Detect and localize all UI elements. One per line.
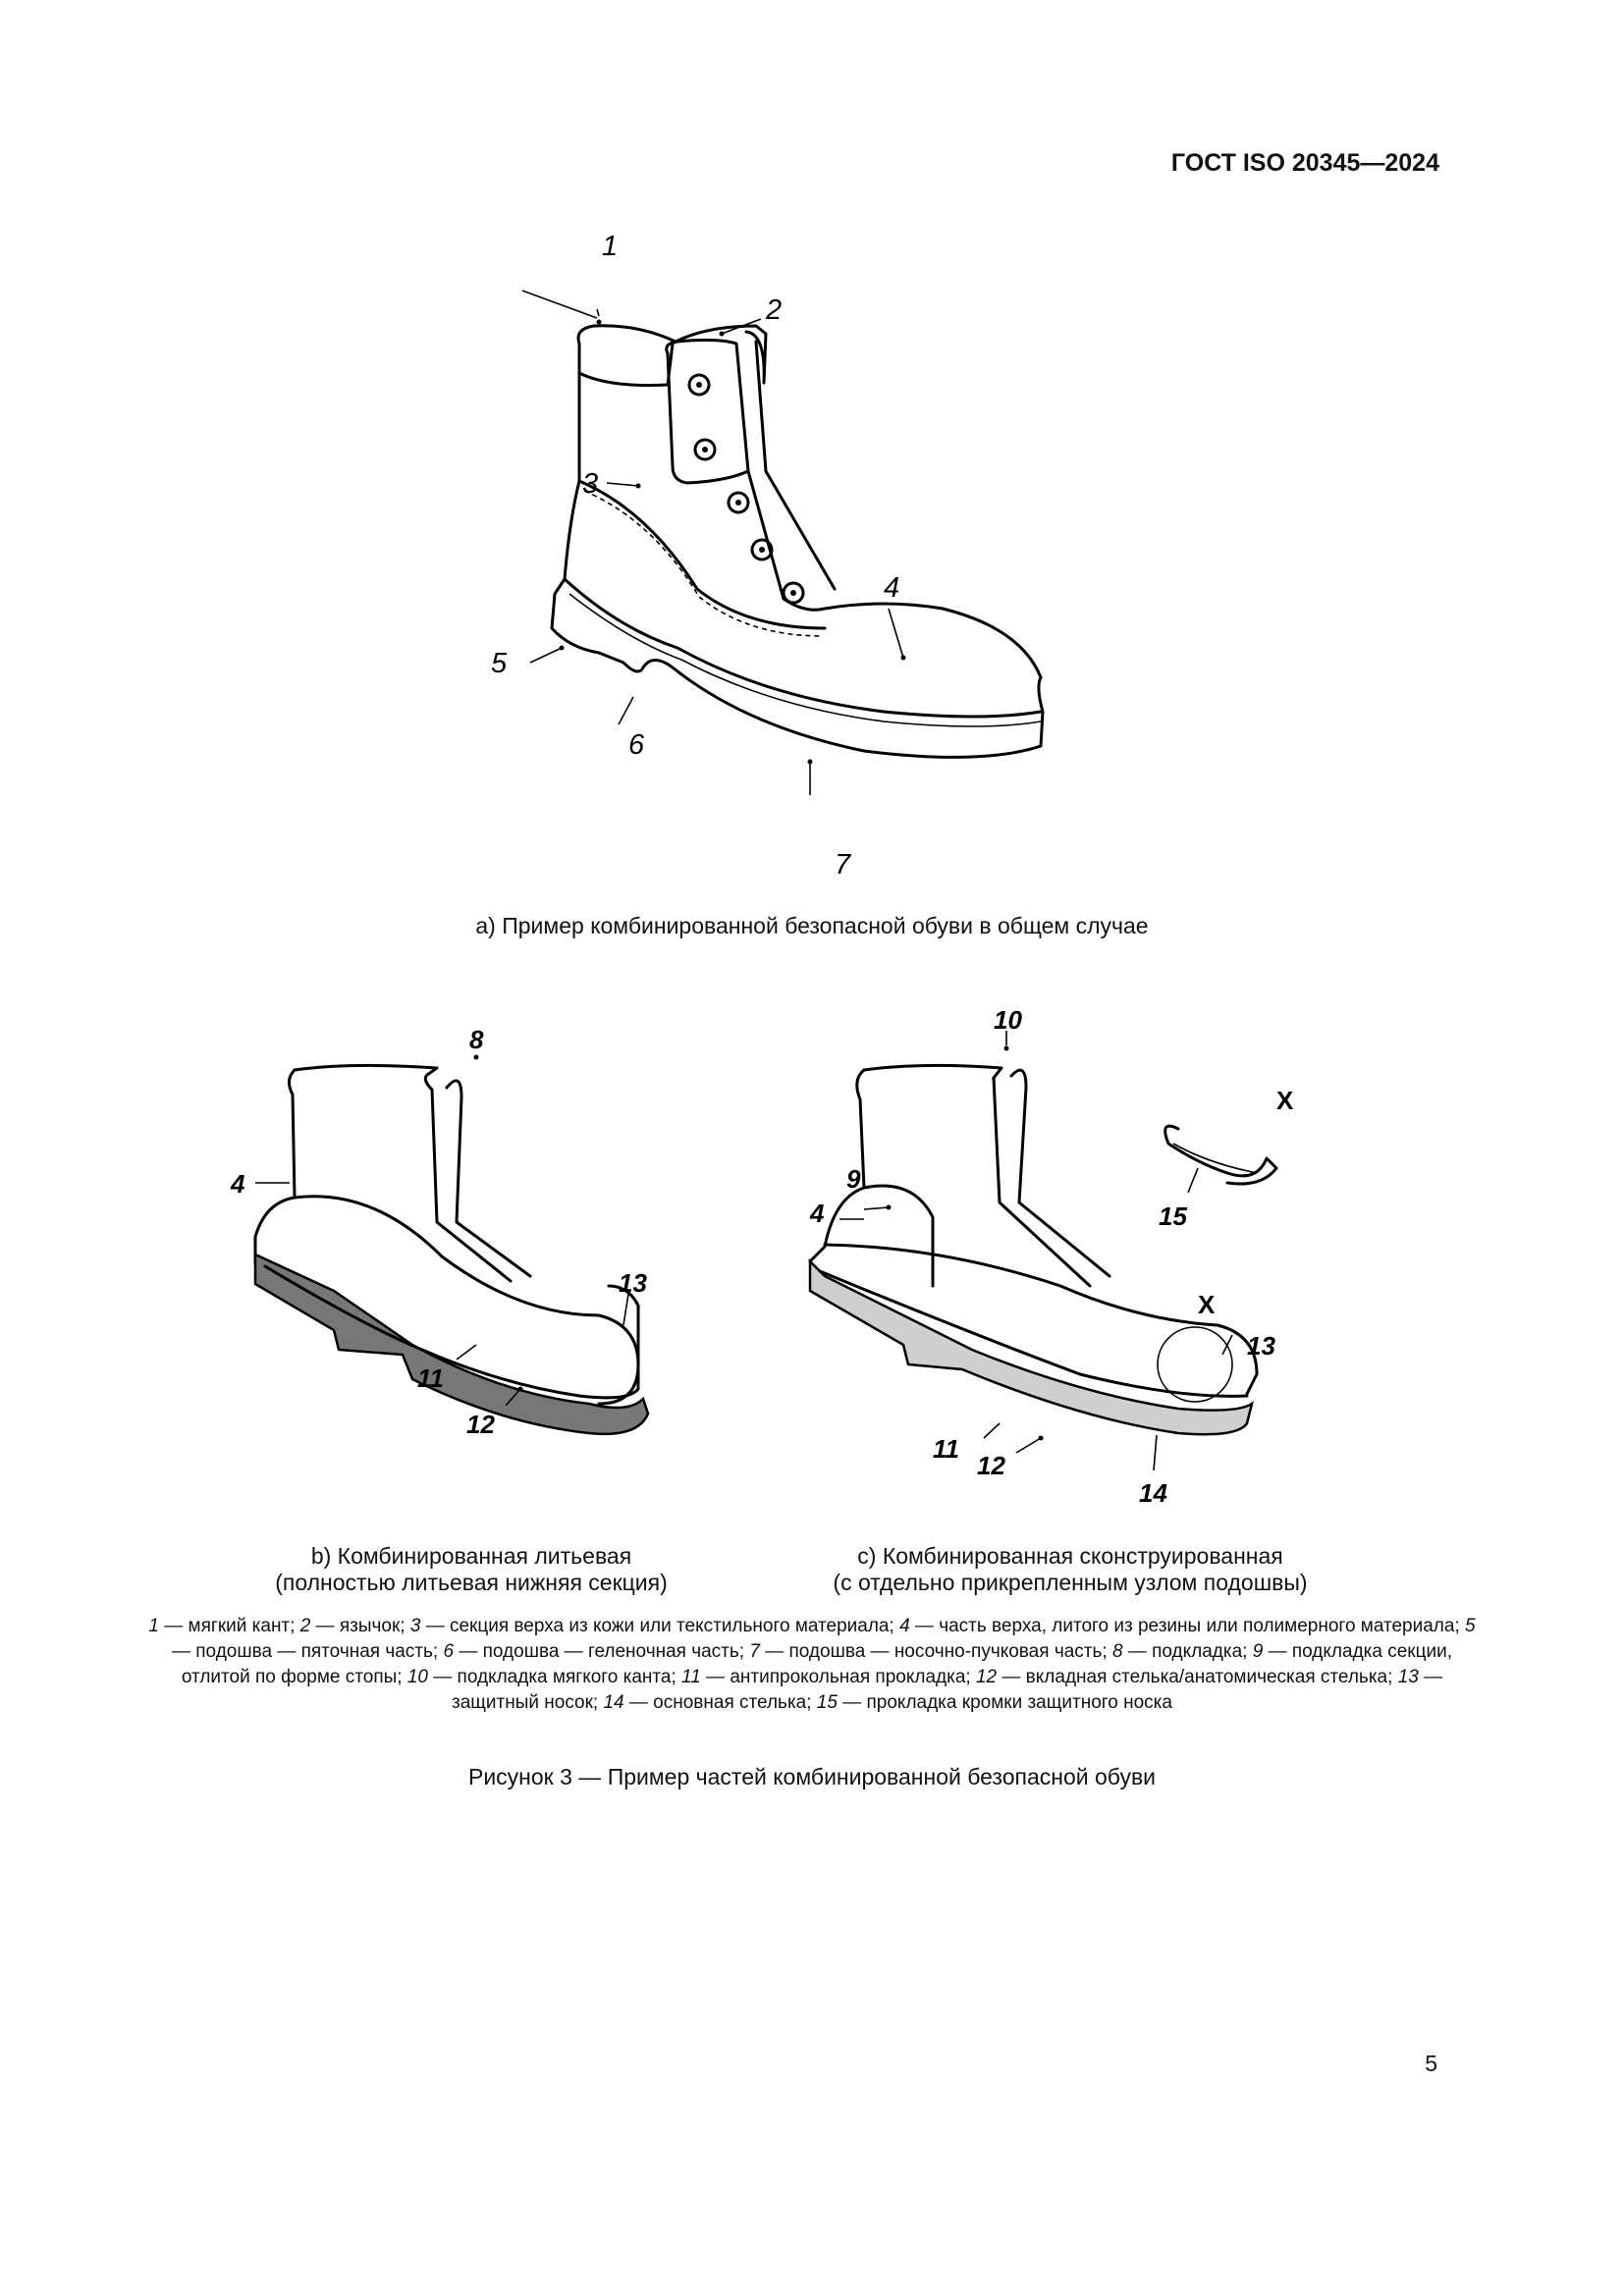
figure-legend	[147, 1614, 1477, 1716]
figure-c-caption-line2: (с отдельно прикрепленным узлом подошвы)	[833, 1570, 1308, 1595]
page-number: 5	[1425, 2051, 1437, 2076]
legend-item: 7 — подошва — носочно-пучковая часть;	[749, 1641, 1112, 1662]
label-4b: 4	[231, 1169, 245, 1199]
figure-a-boot-drawing	[471, 216, 1080, 903]
label-14: 14	[1139, 1478, 1167, 1508]
label-10: 10	[994, 1005, 1022, 1035]
label-9: 9	[846, 1164, 861, 1194]
figure-b-caption-line2: (полностью литьевая нижняя секция)	[275, 1570, 668, 1595]
label-4c: 4	[810, 1199, 825, 1228]
label-6: 6	[628, 729, 645, 761]
figure-c-caption-line1: c) Комбинированная сконструированная	[857, 1543, 1283, 1569]
figure-c-caption	[776, 1543, 1365, 1596]
legend-item: 6 — подошва — геленочная часть;	[443, 1641, 750, 1662]
label-11b: 11	[417, 1363, 444, 1393]
label-x-circle: X	[1198, 1290, 1216, 1319]
label-3: 3	[582, 468, 599, 500]
label-5: 5	[491, 648, 508, 679]
label-4: 4	[884, 572, 900, 604]
legend-item: 11 — антипрокольная прокладка;	[681, 1667, 976, 1687]
legend-item: 12 — вкладная стелька/анатомическая стелька;	[975, 1667, 1398, 1687]
legend-item: 4 — часть верха, литого из резины или полимерного материала;	[899, 1616, 1466, 1636]
label-x-detail: X	[1276, 1086, 1294, 1115]
label-2: 2	[766, 294, 783, 326]
label-13b: 13	[619, 1268, 647, 1298]
legend-item: 13 — защитный носок;	[452, 1667, 1443, 1713]
label-1: 1	[602, 231, 619, 262]
document-header: ГОСТ ISO 20345—2024	[1170, 149, 1439, 177]
eyelet-icons	[689, 375, 803, 603]
figure-b-boot-drawing	[226, 1001, 697, 1472]
label-15: 15	[1159, 1201, 1187, 1231]
legend-item: 9 — подкладка секции, отлитой по форме стопы;	[181, 1641, 1453, 1687]
label-11c: 11	[933, 1434, 959, 1464]
legend-item: 14 — основная стелька;	[603, 1692, 817, 1713]
legend-item: 1 — мягкий кант;	[148, 1616, 300, 1636]
label-13c: 13	[1247, 1331, 1275, 1361]
legend-item: 3 — секция верха из кожи или текстильного материала;	[409, 1616, 900, 1636]
legend-item: 8 — подкладка;	[1111, 1641, 1253, 1662]
figure-b-caption	[196, 1543, 746, 1596]
label-12b: 12	[466, 1410, 495, 1439]
figure-b-caption-line1: b) Комбинированная литьевая	[310, 1543, 632, 1569]
figure-a-caption: a) Пример комбинированной безопасной обуви в общем случае	[475, 913, 1149, 938]
legend-item: 15 — прокладка кромки защитного носка	[816, 1692, 1172, 1713]
label-7: 7	[835, 849, 851, 881]
label-8: 8	[469, 1025, 484, 1054]
label-12c: 12	[977, 1451, 1005, 1480]
legend-item: 5 — подошва — пяточная часть;	[171, 1616, 1476, 1662]
legend-item: 10 — подкладка мягкого канта;	[406, 1667, 682, 1687]
figure-c-boot-drawing	[766, 991, 1375, 1522]
legend-item: 2 — язычок;	[299, 1616, 410, 1636]
figure-title: Рисунок 3 — Пример частей комбинированной безопасной обуви	[467, 1764, 1157, 1789]
